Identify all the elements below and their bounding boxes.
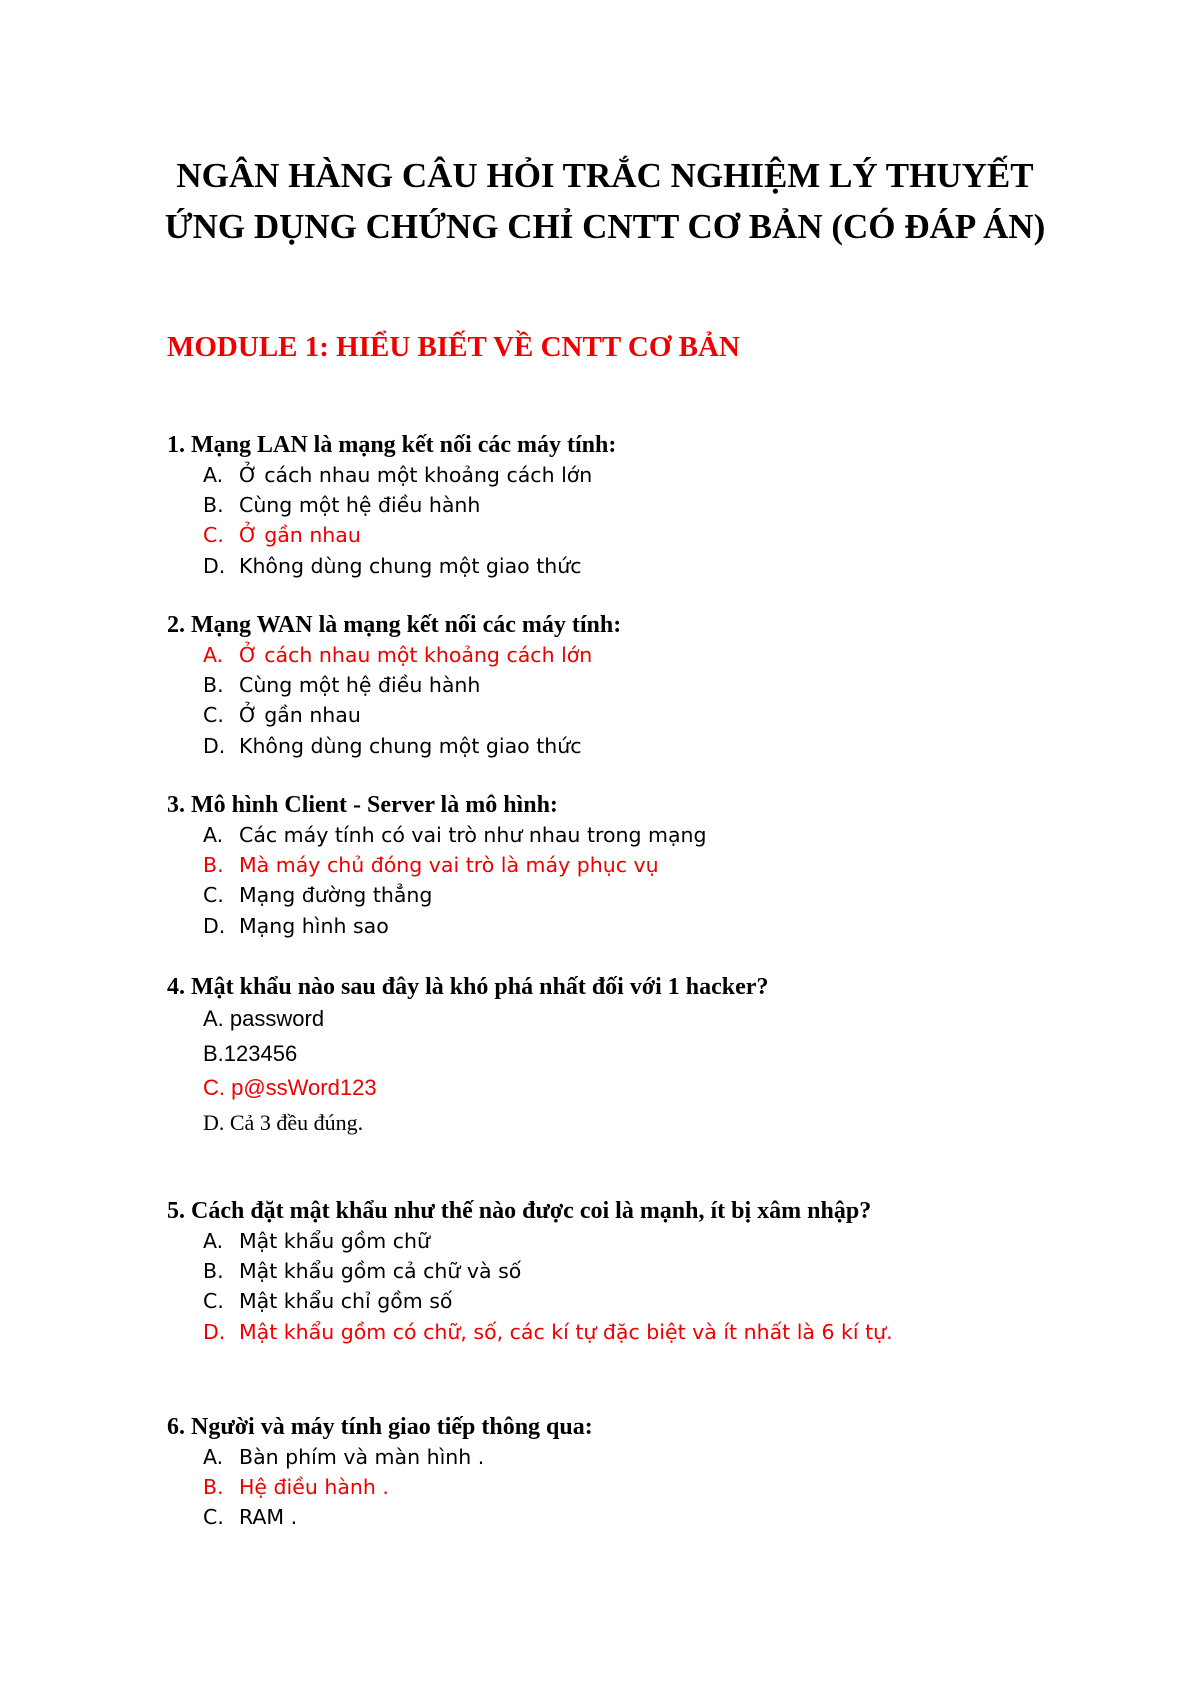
question-text: 1. Mạng LAN là mạng kết nối các máy tính: <box>167 432 617 458</box>
question-3 <box>167 790 707 941</box>
option-d-correct: D. Mật khẩu gồm có chữ, số, các kí tự đặc biệt và ít nhất là 6 kí tự. <box>203 1319 893 1344</box>
option-c: C. RAM . <box>203 1505 298 1530</box>
option-b: B. Mật khẩu gồm cả chữ và số <box>203 1259 522 1284</box>
document-title: NGÂN HÀNG CÂU HỎI TRẮC NGHIỆM LÝ THUYẾT ỨNG DỤNG CHỨNG CHỈ CNTT CƠ BẢN (CÓ ĐÁP ÁN) <box>164 156 1046 246</box>
option-b: B. Cùng một hệ điều hành <box>203 493 481 518</box>
question-text: 4. Mật khẩu nào sau đây là khó phá nhất đối với 1 hacker? <box>167 974 769 1000</box>
option-c: C. Mạng đường thẳng <box>203 883 433 908</box>
question-6 <box>167 1412 593 1533</box>
option-d: D. Cả 3 đều đúng. <box>203 1109 364 1135</box>
option-a: A. Các máy tính có vai trò như nhau trong mạng <box>203 823 707 847</box>
option-b-correct: B. Mà máy chủ đóng vai trò là máy phục vụ <box>203 853 659 878</box>
question-5 <box>167 1196 893 1347</box>
option-a: A. Mật khẩu gồm chữ <box>203 1229 431 1253</box>
question-text: 5. Cách đặt mật khẩu như thế nào được coi là mạnh, ít bị xâm nhập? <box>167 1198 872 1224</box>
option-a: A. Bàn phím và màn hình . <box>203 1445 485 1469</box>
option-c: C. Mật khẩu chỉ gồm số <box>203 1289 453 1314</box>
module-heading: MODULE 1: HIỂU BIẾT VỀ CNTT CƠ BẢN <box>167 331 740 363</box>
option-c-correct: C. Ở gần nhau <box>203 523 361 548</box>
option-d: D. Không dùng chung một giao thức <box>203 553 582 578</box>
option-a: A. Ở cách nhau một khoảng cách lớn <box>203 463 593 487</box>
question-2 <box>167 610 621 761</box>
question-text: 6. Người và máy tính giao tiếp thông qua: <box>167 1414 593 1440</box>
question-text: 3. Mô hình Client - Server là mô hình: <box>167 792 558 818</box>
question-text: 2. Mạng WAN là mạng kết nối các máy tính: <box>167 612 622 638</box>
question-1 <box>167 430 616 581</box>
option-c: C. Ở gần nhau <box>203 703 361 728</box>
option-a: A. password <box>203 1006 325 1031</box>
question-4 <box>167 972 768 1140</box>
option-a-correct: A. Ở cách nhau một khoảng cách lớn <box>203 643 593 667</box>
option-d: D. Không dùng chung một giao thức <box>203 733 582 758</box>
option-c-correct: C. p@ssWord123 <box>203 1075 377 1100</box>
option-b: B. Cùng một hệ điều hành <box>203 673 481 698</box>
option-b-correct: B. Hệ điều hành . <box>203 1475 389 1500</box>
option-b: B.123456 <box>203 1040 298 1066</box>
option-d: D. Mạng hình sao <box>203 913 389 938</box>
